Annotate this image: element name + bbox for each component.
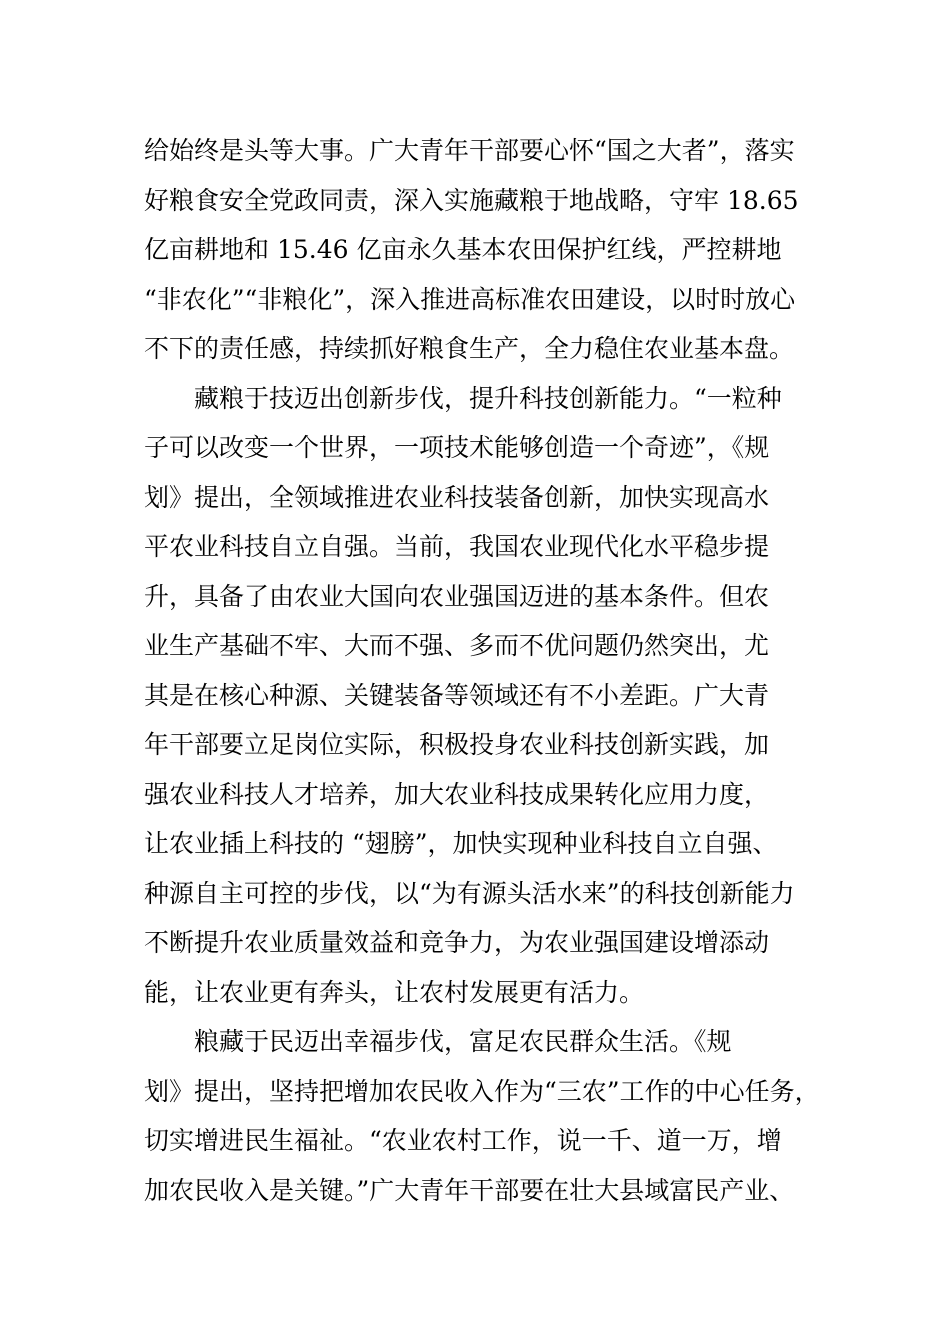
text-line: 让农业插上科技的 “翅膀”，加快实现种业科技自立自强、 bbox=[144, 829, 778, 858]
text-line: 平农业科技自立自强。当前，我国农业现代化水平稳步提 bbox=[144, 532, 770, 561]
text-line: 划》提出，全领域推进农业科技装备创新，加快实现高水 bbox=[144, 482, 770, 512]
text-line: 其是在核心种源、关键装备等领域还有不小差距。广大青 bbox=[144, 680, 770, 710]
document-body bbox=[144, 126, 834, 1215]
text-line: 升，具备了由农业大国向农业强国迈进的基本条件。但农 bbox=[144, 581, 770, 611]
text-line: 种源自主可控的步伐，以“为有源头活水来”的科技创新能力 bbox=[144, 878, 795, 908]
text-line: 子可以改变一个世界，一项技术能够创造一个奇迹”，《规 bbox=[144, 433, 770, 462]
text-line: 好粮食安全党政同责，深入实施藏粮于地战略，守牢 18.65 bbox=[144, 185, 799, 215]
text-line: 划》提出，坚持把增加农民收入作为“三农”工作的中心任务， bbox=[144, 1076, 820, 1106]
text-line: 强农业科技人才培养，加大农业科技成果转化应用力度， bbox=[144, 779, 770, 809]
text-line: 切实增进民生福祉。“农业农村工作，说一千、道一万，增 bbox=[144, 1126, 782, 1155]
text-line: 给始终是头等大事。广大青年干部要心怀“国之大者”，落实 bbox=[144, 136, 795, 165]
text-line: 能，让农业更有奔头，让农村发展更有活力。 bbox=[144, 977, 645, 1007]
text-line: 加农民收入是关键。”广大青年干部要在壮大县域富民产业、 bbox=[144, 1175, 795, 1205]
text-line: 不下的责任感，持续抓好粮食生产，全力稳住农业基本盘。 bbox=[144, 334, 795, 363]
text-line: 不断提升农业质量效益和竞争力，为农业强国建设增添动 bbox=[144, 928, 770, 957]
paragraph-start-line: 粮藏于民迈出幸福步伐，富足农民群众生活。《规 bbox=[194, 1027, 732, 1056]
paragraph-start-line: 藏粮于技迈出创新步伐，提升科技创新能力。“一粒种 bbox=[194, 383, 782, 413]
text-line: 业生产基础不牢、大而不强、多而不优问题仍然突出，尤 bbox=[144, 631, 770, 660]
text-line: “非农化”“非粮化”，深入推进高标准农田建设，以时时放心 bbox=[144, 284, 796, 314]
text-line: 年干部要立足岗位实际，积极投身农业科技创新实践，加 bbox=[144, 730, 770, 759]
text-line: 亿亩耕地和 15.46 亿亩永久基本农田保护红线，严控耕地 bbox=[144, 235, 782, 264]
